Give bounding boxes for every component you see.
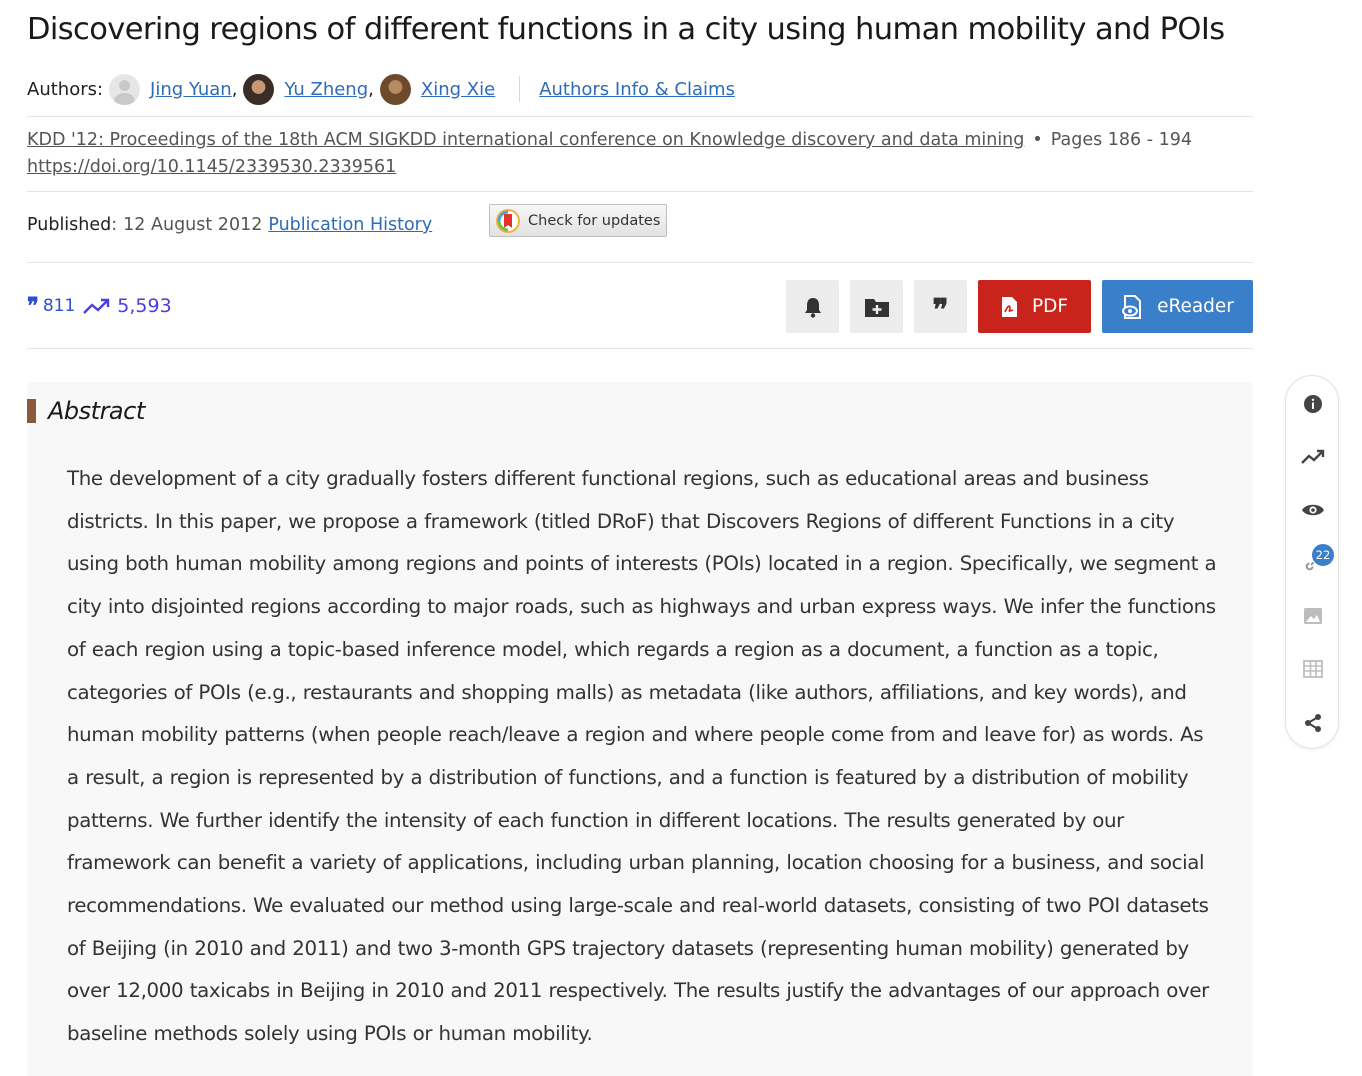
- published-date: 12 August 2012: [123, 215, 263, 235]
- abstract-section: [27, 382, 1253, 1076]
- published-separator: :: [111, 215, 118, 235]
- download-count[interactable]: 5,593: [117, 295, 172, 317]
- info-icon: [1303, 394, 1323, 414]
- metrics-nav-button[interactable]: [1301, 445, 1325, 469]
- eye-icon: [1301, 502, 1325, 518]
- avatar: [380, 74, 411, 105]
- image-icon: [1303, 606, 1323, 626]
- info-button[interactable]: [1301, 392, 1325, 416]
- add-to-binder-button[interactable]: [850, 280, 903, 333]
- ereader-button[interactable]: [1102, 280, 1253, 333]
- publication-history-link[interactable]: Publication History: [268, 215, 433, 235]
- pdf-file-icon: [1001, 296, 1018, 318]
- check-for-updates-label: Check for updates: [528, 212, 661, 229]
- alert-button[interactable]: [786, 280, 839, 333]
- author-link-2[interactable]: Yu Zheng: [284, 78, 369, 100]
- avatar-placeholder-icon: [109, 74, 140, 105]
- author-separator: ,: [231, 78, 238, 100]
- figures-button[interactable]: [1301, 604, 1325, 628]
- citation-count[interactable]: 811: [42, 296, 76, 316]
- published-label: Published: [27, 215, 112, 235]
- abstract-header: [27, 398, 145, 424]
- tables-button[interactable]: [1301, 657, 1325, 681]
- view-options-button[interactable]: [1301, 498, 1325, 522]
- bullet-separator: •: [1032, 130, 1043, 150]
- divider: [27, 262, 1253, 263]
- authors-info-link[interactable]: Authors Info & Claims: [539, 78, 735, 100]
- trending-up-icon: [83, 297, 111, 315]
- pdf-button[interactable]: [978, 280, 1091, 333]
- share-icon: [1303, 713, 1323, 733]
- ereader-icon: [1121, 295, 1143, 319]
- section-marker: [27, 399, 36, 423]
- author-link-1[interactable]: Jing Yuan: [150, 78, 232, 100]
- trending-icon: [1301, 449, 1325, 465]
- pdf-label: PDF: [1031, 296, 1069, 317]
- author-separator: ,: [368, 78, 374, 100]
- pages-text: Pages 186 - 194: [1050, 130, 1193, 150]
- table-icon: [1303, 660, 1323, 678]
- divider: [27, 191, 1253, 192]
- abstract-heading: Abstract: [48, 397, 145, 425]
- authors-row: [27, 72, 735, 106]
- page-title: Discovering regions of different functions in a city using human mobility and POIs: [27, 12, 1225, 47]
- published-row: [27, 210, 432, 240]
- bell-icon: [803, 296, 823, 318]
- conference-info: [27, 127, 1253, 181]
- ereader-label: eReader: [1157, 296, 1234, 317]
- conference-link[interactable]: KDD '12: Proceedings of the 18th ACM SIGKDD international conference on Knowledge discovery and data mining: [27, 130, 1025, 150]
- divider: [27, 116, 1253, 117]
- share-button[interactable]: [1301, 711, 1325, 735]
- avatar: [243, 74, 274, 105]
- authors-label: Authors:: [27, 78, 104, 100]
- citation-quote-icon: ❞: [27, 293, 37, 319]
- folder-plus-icon: [864, 296, 890, 318]
- quote-icon: ❞: [932, 292, 949, 328]
- references-count-badge: 22: [1311, 543, 1335, 567]
- crossmark-icon: [496, 209, 520, 233]
- abstract-text: The development of a city gradually fosters different functional regions, such as educational areas and business districts. In this paper, we propose a framework (titled DRoF) that Discovers Regions of different Functions in a city using both human mobility among regions and points of interests (POIs) located in a region. Specifically, we segment a city into disjointed regions according to major roads, such as highways and urban express ways. We infer the functions of each region using a topic-based inference model, which regards a region as a document, a function as a topic, categories of POIs (e.g., restaurants and shopping malls) as metadata (like authors, affiliations, and key words), and human mobility patterns (when people reach/leave a region and where people come from and leave for) as words. As a result, a region is represented by a distribution of functions, and a function is featured by a distribution of mobility patterns. We further identify the intensity of each function in different locations. The results generated by our framework can benefit a variety of applications, including urban planning, location choosing for a business, and social recommendations. We evaluated our method using large-scale and real-world datasets, consisting of two POI datasets of Beijing (in 2010 and 2011) and two 3-month GPS trajectory datasets (representing human mobility) generated by over 12,000 taxicabs in Beijing in 2010 and 2011 respectively. The results justify the advantages of our approach over baseline methods solely using POIs or human mobility.: [67, 467, 1217, 1046]
- author-link-3[interactable]: Xing Xie: [420, 78, 496, 100]
- cite-button[interactable]: [914, 280, 967, 333]
- divider: [27, 348, 1253, 349]
- divider: [519, 76, 520, 102]
- doi-link[interactable]: https://doi.org/10.1145/2339530.2339561: [27, 157, 397, 177]
- metrics-row: [27, 293, 172, 319]
- check-for-updates-button[interactable]: [489, 204, 667, 237]
